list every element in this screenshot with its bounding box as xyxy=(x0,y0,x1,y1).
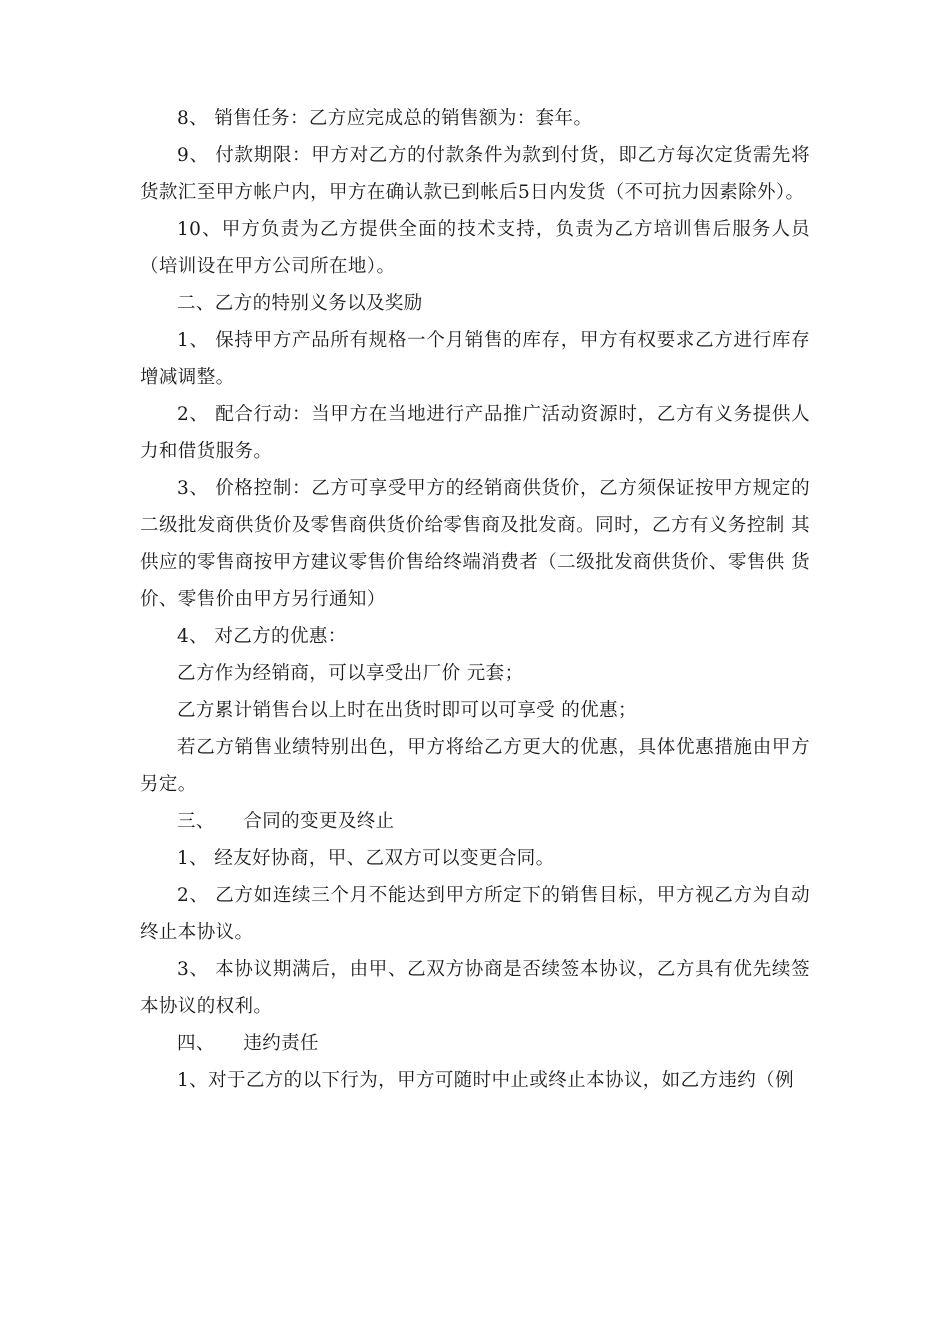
clause-payment-terms: 9、 付款期限：甲方对乙方的付款条件为款到付货，即乙方每次定货需先将 货款汇至甲方帐户内，甲方在确认款已到帐后5日内发货（不可抗力因素除外）。 xyxy=(140,145,810,203)
discount-cumulative: 乙方累计销售台以上时在出货时即可以可享受 的优惠； xyxy=(177,700,637,721)
clause-auto-termination: 2、 乙方如连续三个月不能达到甲方所定下的销售目标，甲方视乙方为自动 终止本协议。 xyxy=(140,885,810,943)
clause-technical-support: 10、甲方负责为乙方提供全面的技术支持，负责为乙方培训售后服务人员（培训设在甲方公司所在地）。 xyxy=(140,219,810,277)
section-heading-changes: 三、 合同的变更及终止 xyxy=(177,811,395,832)
document-body xyxy=(140,100,810,1099)
section-heading-liability: 四、 违约责任 xyxy=(177,1033,319,1054)
clause-change-by-consultation: 1、 经友好协商，甲、乙双方可以变更合同。 xyxy=(177,848,555,869)
discount-factory-price: 乙方作为经销商，可以享受出厂价 元套； xyxy=(177,663,524,684)
clause-price-control: 3、 价格控制：乙方可享受甲方的经销商供货价，乙方须保证按甲方规定的 二级批发商供货价及零售商供货价给零售商及批发商。同时，乙方有义务控制 其供应的零售商按甲方建议零售价售给终端消费者（二级批发商供货价、零售供 货价、零售价由甲方另行通知） xyxy=(140,478,810,610)
clause-sales-target: 8、 销售任务：乙方应完成总的销售额为：套年。 xyxy=(177,108,593,129)
clause-inventory: 1、 保持甲方产品所有规格一个月销售的库存，甲方有权要求乙方进行库存 增减调整。 xyxy=(140,330,810,388)
clause-breach: 1、对于乙方的以下行为，甲方可随时中止或终止本协议，如乙方违约（例 xyxy=(177,1070,794,1091)
clause-renewal: 3、 本协议期满后，由甲、乙双方协商是否续签本协议，乙方具有优先续签 本协议的权利。 xyxy=(140,959,810,1017)
section-heading-obligations: 二、乙方的特别义务以及奖励 xyxy=(177,293,423,314)
clause-cooperation: 2、 配合行动：当甲方在当地进行产品推广活动资源时，乙方有义务提供人 力和借货服务。 xyxy=(140,404,810,462)
clause-discounts: 4、 对乙方的优惠： xyxy=(177,626,347,647)
discount-performance: 若乙方销售业绩特别出色，甲方将给乙方更大的优惠，具体优惠措施由甲方另定。 xyxy=(140,737,810,795)
